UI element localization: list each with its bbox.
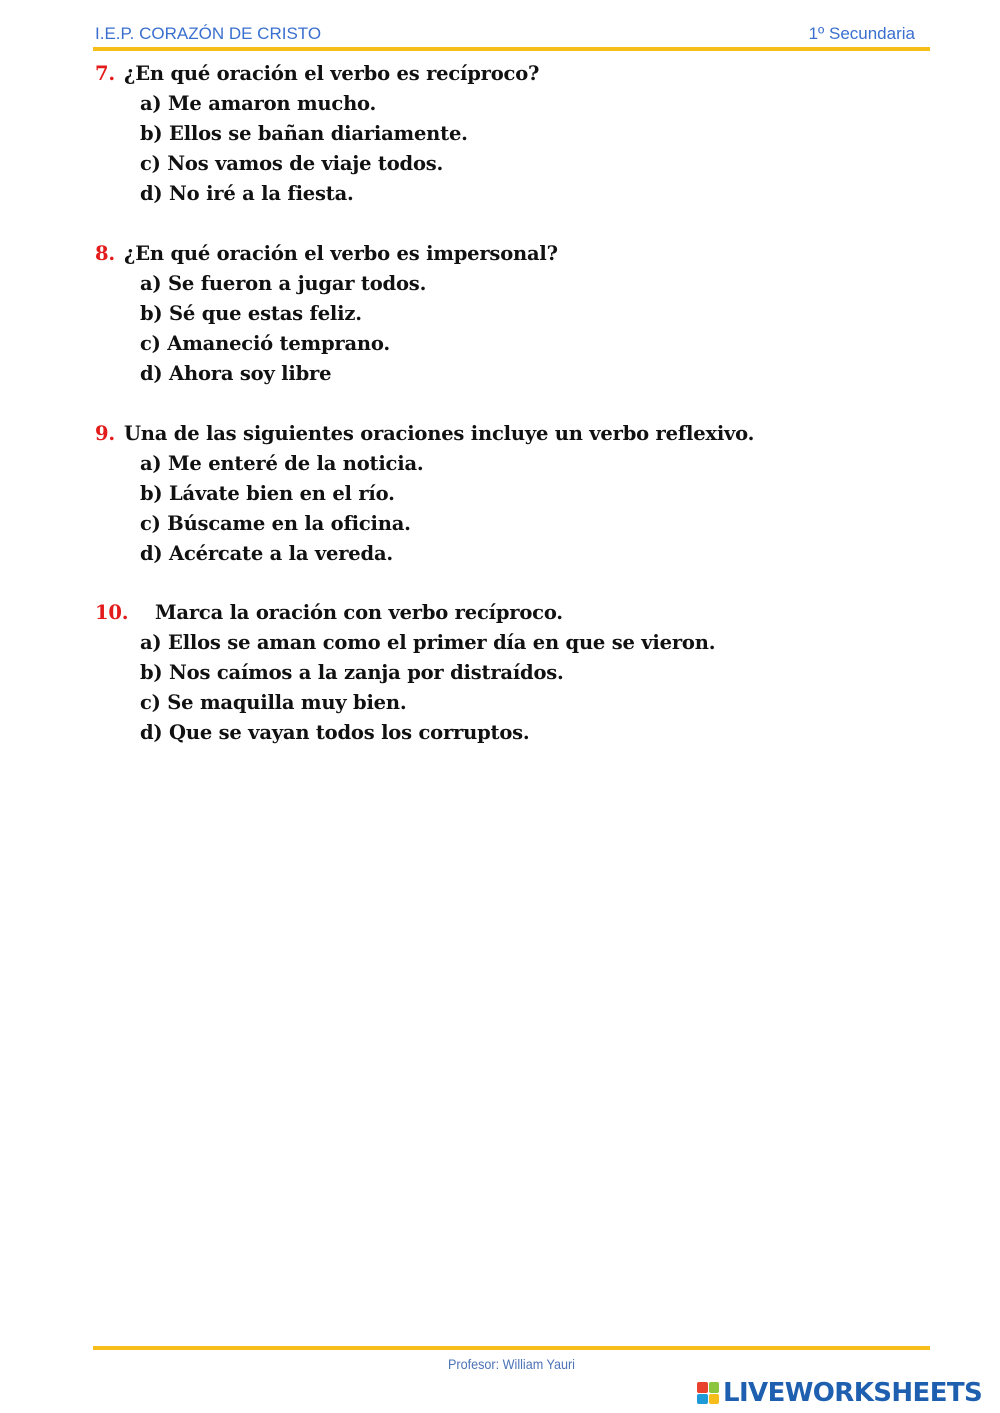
option-b[interactable]: b) Lávate bien en el río. bbox=[140, 482, 395, 505]
question-text-part: Una de las siguientes oraciones incluye un bbox=[124, 422, 590, 445]
question-text-part: es bbox=[389, 62, 427, 85]
question-text-part: es bbox=[389, 242, 427, 265]
question-number: 9. bbox=[95, 422, 115, 445]
question-10 bbox=[95, 598, 935, 748]
liveworksheets-logo[interactable] bbox=[697, 1378, 982, 1408]
liveworksheets-logo-icon bbox=[697, 1382, 719, 1404]
question-text-part: ¿En qué oración el bbox=[124, 62, 331, 85]
question-number: 10. bbox=[95, 601, 129, 624]
header-grade: 1º Secundaria bbox=[808, 24, 915, 43]
question-text-part: . bbox=[747, 422, 755, 445]
footer-teacher: Profesor: William Yauri bbox=[448, 1356, 575, 1372]
option-d[interactable]: d) No iré a la fiesta. bbox=[140, 182, 354, 205]
option-d[interactable]: d) Que se vayan todos los corruptos. bbox=[140, 721, 530, 744]
question-8 bbox=[95, 239, 935, 389]
question-line bbox=[95, 59, 935, 89]
question-keyword: verbo bbox=[330, 62, 390, 85]
option-d[interactable]: d) Acércate a la vereda. bbox=[140, 542, 393, 565]
question-keyword: recíproco bbox=[426, 62, 529, 85]
option-a[interactable]: a) Se fueron a jugar todos. bbox=[140, 272, 427, 295]
question-text-part: ? bbox=[546, 242, 558, 265]
question-text-part: . bbox=[556, 601, 563, 624]
option-c[interactable]: c) Amaneció temprano. bbox=[140, 332, 390, 355]
question-line bbox=[95, 419, 935, 449]
question-keyword: verbo recíproco bbox=[388, 601, 557, 624]
option-a[interactable]: a) Me amaron mucho. bbox=[140, 92, 377, 115]
liveworksheets-logo-text: LIVEWORKSHEETS bbox=[723, 1378, 983, 1408]
option-a[interactable]: a) Me enteré de la noticia. bbox=[140, 452, 424, 475]
question-number: 7. bbox=[95, 62, 115, 85]
header-school: I.E.P. CORAZÓN DE CRISTO bbox=[95, 24, 322, 43]
header-rule bbox=[93, 47, 930, 51]
question-text-part: Marca la oración con bbox=[155, 601, 389, 624]
question-line bbox=[95, 598, 935, 628]
question-keyword: impersonal bbox=[426, 242, 547, 265]
question-keyword: verbo reflexivo bbox=[589, 422, 748, 445]
question-text-part: ? bbox=[528, 62, 540, 85]
question-7 bbox=[95, 59, 935, 209]
option-a[interactable]: a) Ellos se aman como el primer día en que se vieron. bbox=[140, 631, 716, 654]
question-keyword: verbo bbox=[330, 242, 390, 265]
option-c[interactable]: c) Nos vamos de viaje todos. bbox=[140, 152, 444, 175]
option-b[interactable]: b) Ellos se bañan diariamente. bbox=[140, 122, 468, 145]
question-9 bbox=[95, 419, 935, 569]
option-b[interactable]: b) Nos caímos a la zanja por distraídos. bbox=[140, 661, 564, 684]
option-c[interactable]: c) Búscame en la oficina. bbox=[140, 512, 411, 535]
question-text-part: ¿En qué oración el bbox=[124, 242, 331, 265]
option-b[interactable]: b) Sé que estas feliz. bbox=[140, 302, 362, 325]
option-c[interactable]: c) Se maquilla muy bien. bbox=[140, 691, 407, 714]
option-d[interactable]: d) Ahora soy libre bbox=[140, 362, 332, 385]
question-line bbox=[95, 239, 935, 269]
question-number: 8. bbox=[95, 242, 115, 265]
footer-rule bbox=[93, 1346, 930, 1350]
